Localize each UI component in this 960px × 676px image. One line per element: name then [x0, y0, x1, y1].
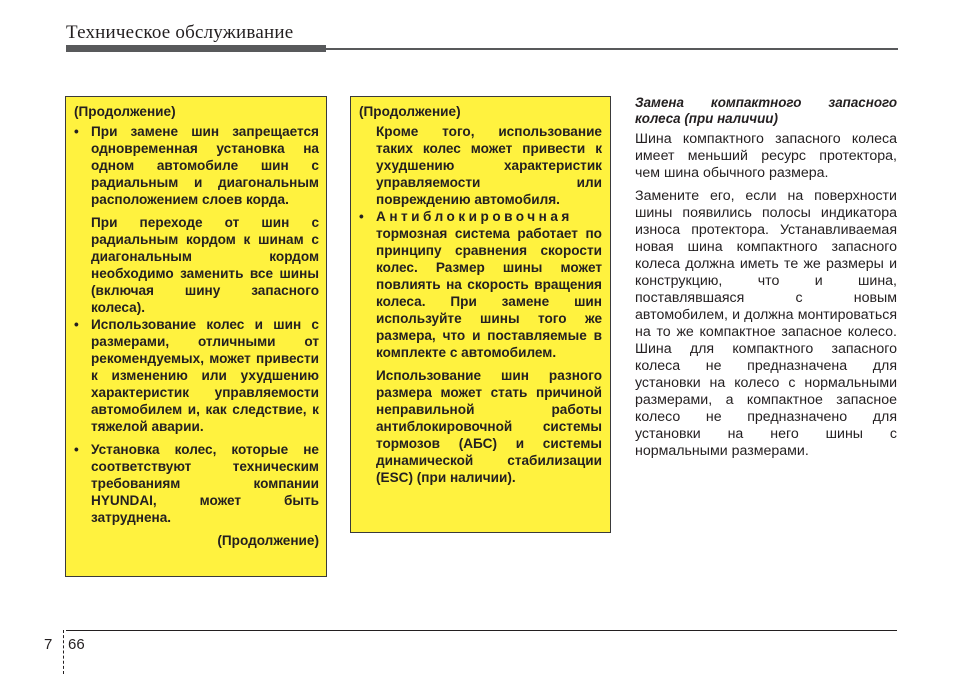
bullet-lead-word: Антиблокировочная: [376, 209, 573, 224]
bullet-dot: •: [74, 442, 79, 457]
paragraph: Шина компактного запасного колеса имеет меньший ресурс протектора, чем шина обычного размера.: [635, 131, 897, 181]
bullet-item: [359, 208, 602, 361]
continued-label-end: (Продолжение): [217, 533, 319, 548]
box-paragraph: Использование шин разного размера может стать причиной неправильной работы антиблокировочной системы тормозов (АБС) и системы динамической стабилизации (ESC) (при наличии).: [376, 368, 602, 485]
bullet-text: Установка колес, которые не соответствуют техническим требованиям компании HYUNDAI, может быть затруднена.: [91, 442, 319, 525]
header-bar: [66, 45, 326, 52]
footer-rule: [66, 630, 897, 631]
section-subheading: Замена компактного запасного колеса (при наличии): [635, 95, 897, 126]
bullet-dot: •: [74, 124, 79, 139]
continued-label: (Продолжение): [74, 104, 176, 119]
warning-box-2: [350, 96, 611, 533]
bullet-rest: тормозная система работает по принципу сравнения скорости колес. Размер шины может повлиять на скорость вращения колеса. При замене шин используйте шины того же размера, что и поставляемые в комплекте с автомобилем.: [376, 226, 602, 360]
bullet-item: [74, 441, 319, 526]
bullet-item: [74, 316, 319, 435]
header-line: [326, 48, 898, 50]
warning-box-1: [65, 96, 327, 577]
continued-label: (Продолжение): [359, 104, 461, 119]
bullet-paragraph: При переходе от шин с радиальным кордом к шинам с диагональным кордом необходимо заменить все шины (включая шину запасного колеса).: [91, 215, 319, 315]
bullet-dot: •: [74, 317, 79, 332]
footer-divider: [63, 630, 64, 674]
chapter-number: 7: [44, 636, 53, 653]
bullet-dot: •: [359, 209, 364, 224]
bullet-text: При замене шин запрещается одновременная установка на одном автомобиле шин с радиальным и диагональным расположением слоев корда.: [91, 124, 319, 207]
page-number: 66: [68, 636, 85, 653]
paragraph: Замените его, если на поверхности шины появились полосы индикатора износа протектора. Устанавливаемая новая шина компактного запасного колеса должна иметь те же размеры и конструкцию, что и шина, поставлявшаяся с новым автомобилем, и должна монтироваться на то же компактное запасное колесо. Шина для компактного запасного колеса не предназначена для установки на колесо с нормальными размерами, а компактное запасное колесо не предназначено для установки на него шины с нормальными размерами.: [635, 188, 897, 459]
bullet-text: [376, 208, 602, 361]
bullet-item: [74, 123, 319, 208]
header-title: Техническое обслуживание: [66, 22, 294, 43]
text-column: [635, 95, 897, 466]
bullet-text: Использование колес и шин с размерами, отличными от рекомендуемых, может привести к изменению или ухудшению характеристик управляемости автомобилем и, как следствие, к тяжелой аварии.: [91, 317, 319, 434]
box-paragraph: Кроме того, использование таких колес может привести к ухудшению характеристик управляемости или повреждению автомобиля.: [376, 124, 602, 207]
